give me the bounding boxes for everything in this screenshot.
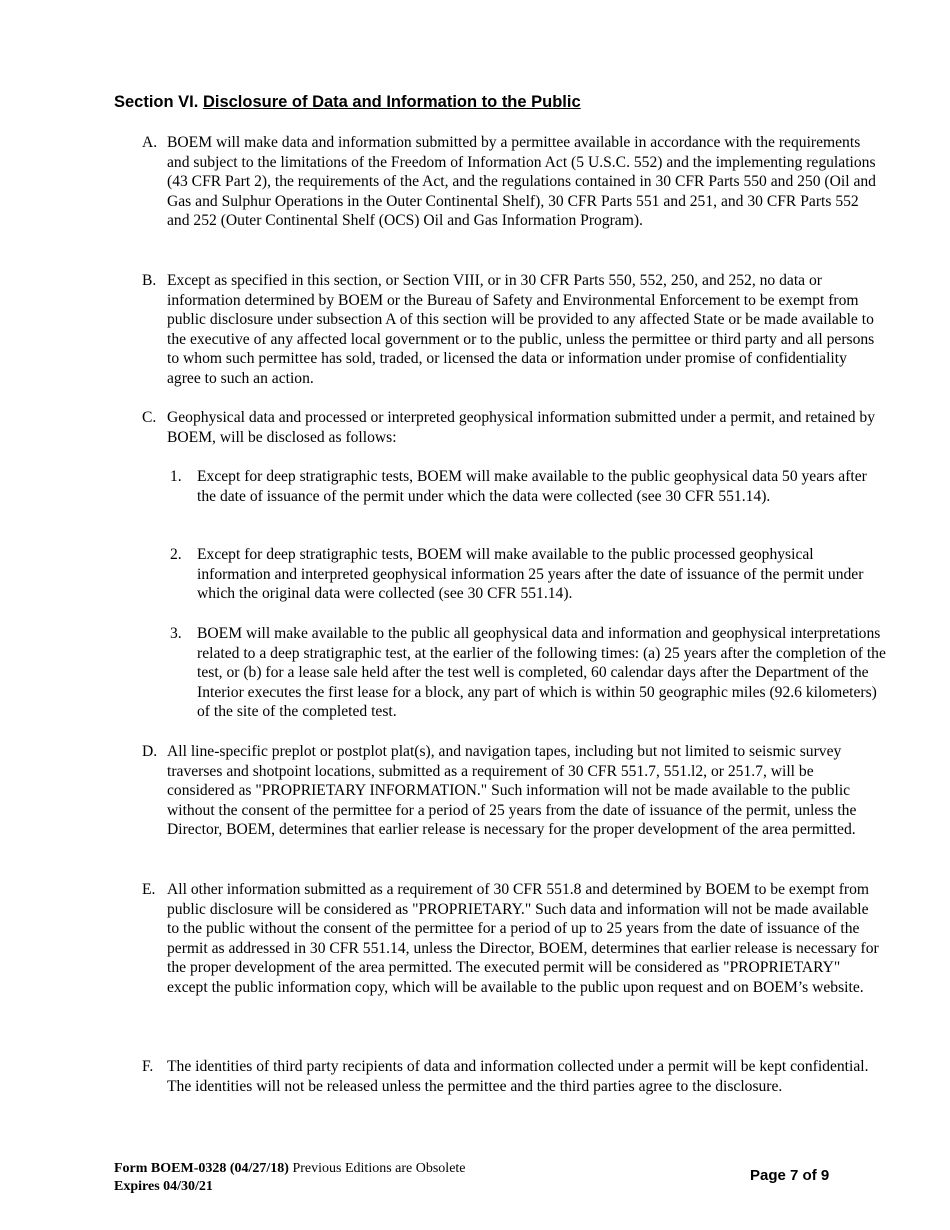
expiration-date: Expires 04/30/21	[114, 1179, 213, 1194]
paragraph-f	[142, 1057, 884, 1096]
paragraph-b	[142, 271, 884, 389]
paragraph-c	[142, 408, 884, 447]
paragraph-a	[142, 133, 884, 231]
paragraph-e	[142, 880, 884, 998]
obsolete-note: Previous Editions are Obsolete	[292, 1161, 466, 1176]
subitem-text: Except for deep stratigraphic tests, BOEM will make available to the public geophysical data 50 years after the date of issuance of the permit under which the data were collected (see 30 CFR 551.14).	[197, 468, 867, 505]
paragraph-label: A.	[142, 134, 158, 151]
paragraph-label: F.	[142, 1058, 154, 1075]
paragraph-label: E.	[142, 881, 156, 898]
section-title: Disclosure of Data and Information to the Public	[202, 93, 581, 111]
section-heading	[114, 93, 581, 112]
paragraph-label: C.	[142, 409, 157, 426]
paragraph-text: Geophysical data and processed or interpreted geophysical information submitted under a permit, and retained by BOEM, will be disclosed as follows:	[167, 409, 875, 446]
paragraph-label: D.	[142, 743, 158, 760]
paragraph-text: All line-specific preplot or postplot plat(s), and navigation tapes, including but not limited to seismic survey traverses and shotpoint locations, submitted as a requirement of 30 CFR 551.7, 551.l2, or 251.7, will be considered as "PROPRIETARY INFORMATION." Such information will not be made available to the public without the consent of the permittee for a period of 25 years from the date of issuance of the permit, unless the Director, BOEM, determines that earlier release is necessary for the proper development of the area permitted.	[167, 743, 857, 839]
paragraph-text: BOEM will make data and information submitted by a permittee available in accordance with the requirements and subject to the limitations of the Freedom of Information Act (5 U.S.C. 552) and the implementing regulations (43 CFR Part 2), the requirements of the Act, and the regulations contained in 30 CFR Parts 550 and 250 (Oil and Gas and Sulphur Operations in the Outer Continental Shelf), 30 CFR Parts 551 and 251, and 30 CFR Parts 552 and 252 (Outer Continental Shelf (OCS) Oil and Gas Information Program).	[167, 134, 876, 230]
section-prefix: Section VI.	[114, 93, 199, 111]
subitem-2	[170, 545, 887, 604]
subitem-1	[170, 467, 887, 506]
subitem-text: Except for deep stratigraphic tests, BOEM will make available to the public processed geophysical information and interpreted geophysical information 25 years after the date of issuance of the permit under which the original data were collected (see 30 CFR 551.14).	[197, 546, 864, 603]
paragraph-text: Except as specified in this section, or Section VIII, or in 30 CFR Parts 550, 552, 250, and 252, no data or information determined by BOEM or the Bureau of Safety and Environmental Enforcement to be exempt from public disclosure under subsection A of this section will be provided to any affected State or be made available to the executive of any affected local government or to the public, unless the permittee or third party and all persons to whom such permittee has sold, traded, or licensed the data or information under promise of confidentiality agree to such an action.	[167, 272, 875, 387]
form-footer	[114, 1160, 466, 1196]
paragraph-text: The identities of third party recipients of data and information collected under a permit will be kept confidential. The identities will not be released unless the permittee and the third parties agree to the disclosure.	[167, 1058, 869, 1095]
page-number: Page 7 of 9	[750, 1167, 830, 1184]
subitem-3	[170, 624, 887, 722]
paragraph-label: B.	[142, 272, 157, 289]
subitem-label: 2.	[170, 546, 182, 563]
paragraph-d	[142, 742, 884, 840]
subitem-label: 1.	[170, 468, 182, 485]
form-id: Form BOEM-0328 (04/27/18)	[114, 1161, 289, 1176]
subitem-label: 3.	[170, 625, 182, 642]
paragraph-text: All other information submitted as a requirement of 30 CFR 551.8 and determined by BOEM to be exempt from public disclosure will be considered as "PROPRIETARY." Such data and information will not be made available to the public without the consent of the permittee for a period of up to 25 years from the date of issuance of the permit as addressed in 30 CFR 551.14, unless the Director, BOEM, determines that earlier release is necessary for the proper development of the area permitted. The executed permit will be considered as "PROPRIETARY" except the public information copy, which will be available to the public upon request and on BOEM’s website.	[167, 881, 879, 996]
subitem-text: BOEM will make available to the public all geophysical data and information and geophysical interpretations related to a deep stratigraphic test, at the earlier of the following times: (a) 25 years after the completion of the test, or (b) for a lease sale held after the test well is completed, 60 calendar days after the Department of the Interior executes the first lease for a block, any part of which is within 50 geographic miles (92.6 kilometers) of the site of the completed test.	[197, 625, 886, 721]
